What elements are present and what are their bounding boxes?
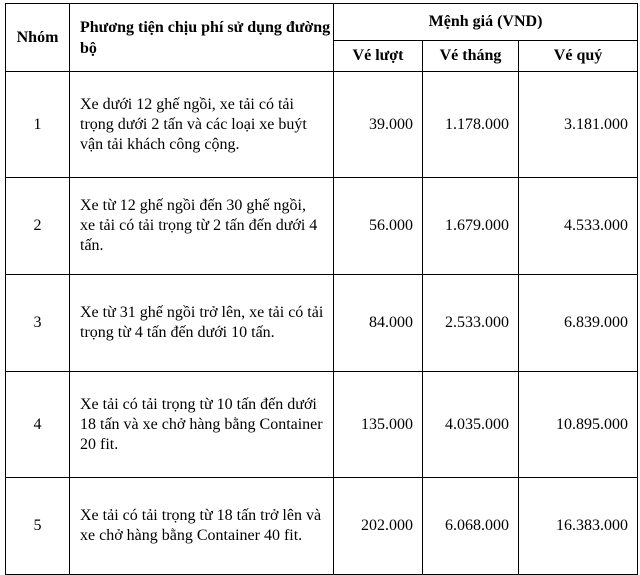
quarterly-ticket-header: Vé quý xyxy=(519,41,638,72)
single-price-cell: 39.000 xyxy=(334,72,423,178)
vehicle-cell: Xe từ 31 ghế ngồi trở lên, xe tải có tải trọng từ 4 tấn đến dưới 10 tấn. xyxy=(70,275,334,372)
monthly-price-cell: 1.679.000 xyxy=(423,178,519,275)
single-price-cell: 84.000 xyxy=(334,275,423,372)
vehicle-cell: Xe tải có tải trọng từ 10 tấn đến dưới 18 tấn và xe chở hàng bằng Container 20 fit. xyxy=(70,372,334,478)
group-cell: 1 xyxy=(6,72,70,178)
quarterly-price-cell: 6.839.000 xyxy=(519,275,638,372)
single-price-cell: 56.000 xyxy=(334,178,423,275)
vehicle-cell: Xe dưới 12 ghế ngồi, xe tải có tải trọng dưới 2 tấn và các loại xe buýt vận tải khách công cộng. xyxy=(70,72,334,178)
group-cell: 3 xyxy=(6,275,70,372)
monthly-price-cell: 2.533.000 xyxy=(423,275,519,372)
monthly-price-cell: 4.035.000 xyxy=(423,372,519,478)
single-price-cell: 202.000 xyxy=(334,478,423,575)
monthly-ticket-header: Vé tháng xyxy=(423,41,519,72)
table-row xyxy=(6,178,638,275)
monthly-price-cell: 1.178.000 xyxy=(423,72,519,178)
quarterly-price-cell: 16.383.000 xyxy=(519,478,638,575)
vehicle-cell: Xe tải có tải trọng từ 18 tấn trở lên và xe chở hàng bằng Container 40 fit. xyxy=(70,478,334,575)
header-row xyxy=(6,4,638,41)
fee-table xyxy=(5,3,638,575)
vehicle-header: Phương tiện chịu phí sử dụng đường bộ xyxy=(70,4,334,72)
group-cell: 4 xyxy=(6,372,70,478)
quarterly-price-cell: 3.181.000 xyxy=(519,72,638,178)
group-header: Nhóm xyxy=(6,4,70,72)
group-cell: 2 xyxy=(6,178,70,275)
table-row xyxy=(6,275,638,372)
quarterly-price-cell: 4.533.000 xyxy=(519,178,638,275)
monthly-price-cell: 6.068.000 xyxy=(423,478,519,575)
group-cell: 5 xyxy=(6,478,70,575)
single-price-cell: 135.000 xyxy=(334,372,423,478)
table-row xyxy=(6,478,638,575)
vehicle-cell: Xe từ 12 ghế ngồi đến 30 ghế ngồi, xe tải có tải trọng từ 2 tấn đến dưới 4 tấn. xyxy=(70,178,334,275)
table-row xyxy=(6,72,638,178)
table-row xyxy=(6,372,638,478)
quarterly-price-cell: 10.895.000 xyxy=(519,372,638,478)
denomination-header: Mệnh giá (VND) xyxy=(334,4,638,41)
single-ticket-header: Vé lượt xyxy=(334,41,423,72)
